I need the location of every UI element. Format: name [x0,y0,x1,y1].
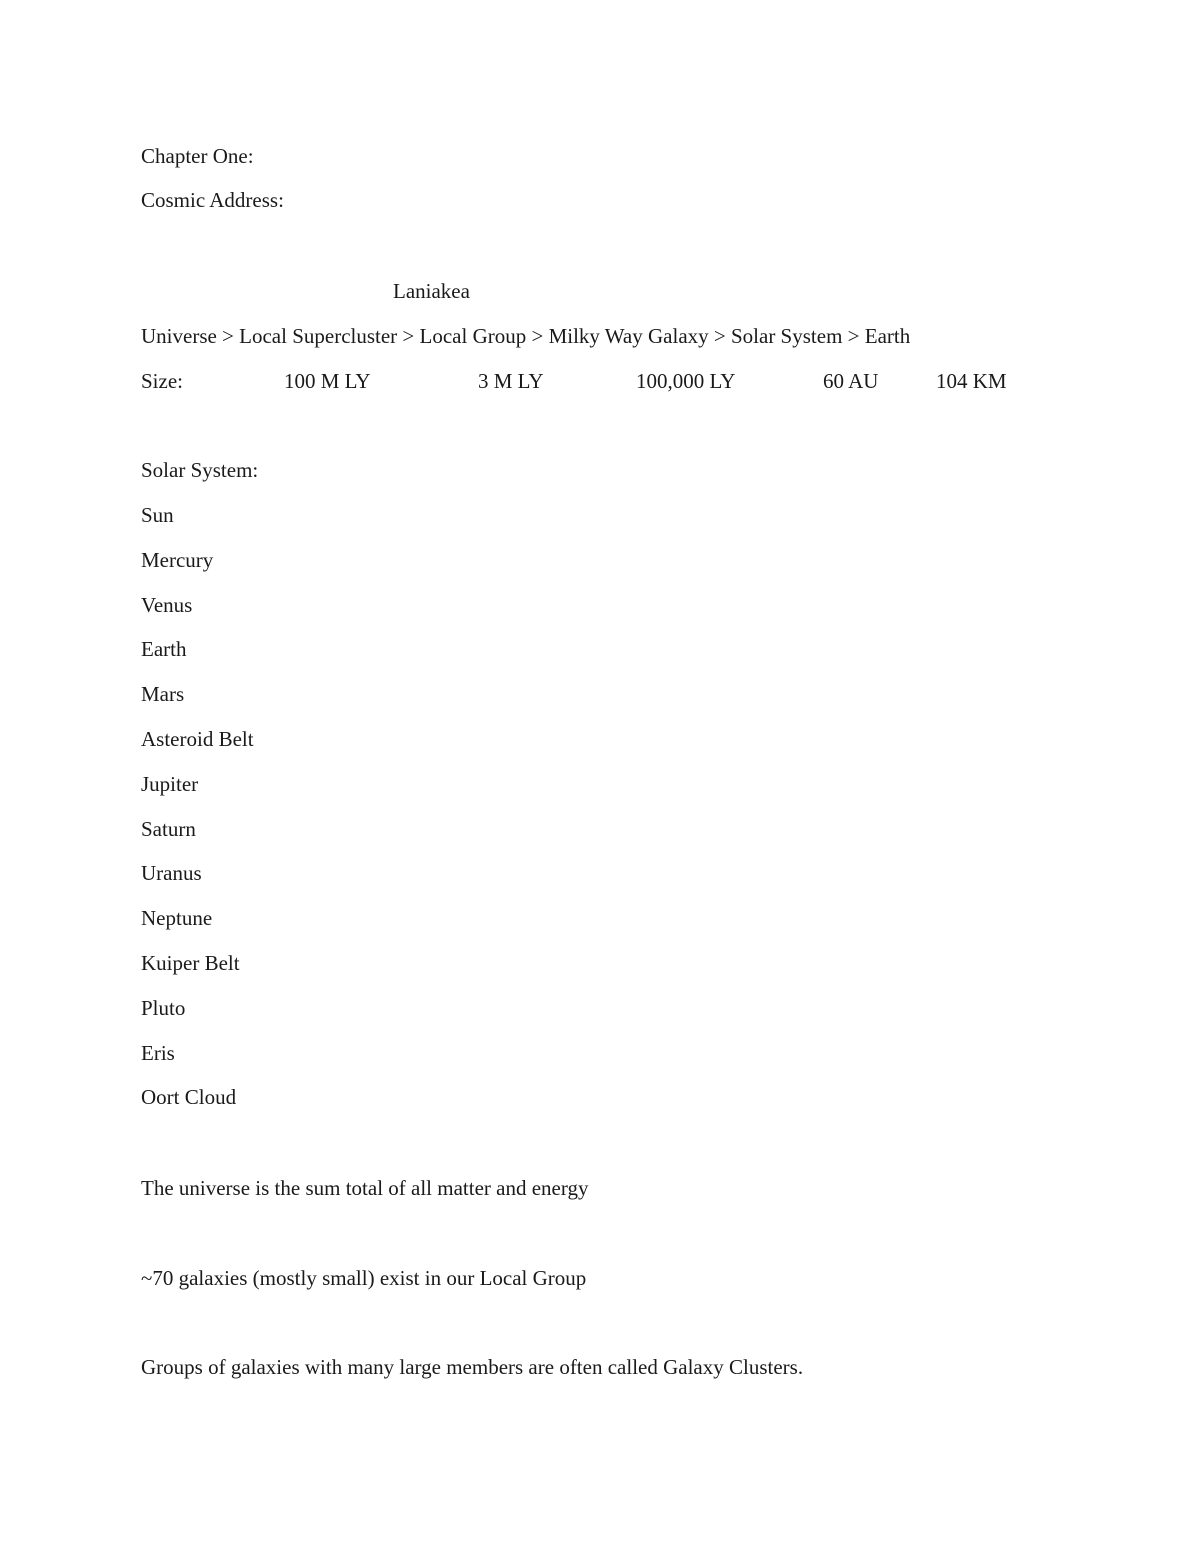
list-item: Asteroid Belt [141,727,254,751]
list-item: Venus [141,593,193,617]
note-local-group: ~70 galaxies (mostly small) exist in our Local Group [141,1266,587,1290]
list-item: Uranus [141,861,202,885]
cosmic-hierarchy-line: Universe > Local Supercluster > Local Group > Milky Way Galaxy > Solar System > Earth [141,324,911,348]
solar-system-heading: Solar System: [141,458,259,482]
size-value-local-group: 3 M LY [478,369,544,393]
size-value-milky-way: 100,000 LY [636,369,736,393]
list-item: Mars [141,682,185,706]
list-item: Neptune [141,906,213,930]
size-label: Size: [141,369,183,393]
size-value-supercluster: 100 M LY [284,369,371,393]
list-item: Eris [141,1041,175,1065]
list-item: Mercury [141,548,214,572]
laniakea-label: Laniakea [393,279,470,303]
list-item: Pluto [141,996,186,1020]
list-item: Kuiper Belt [141,951,240,975]
list-item: Oort Cloud [141,1085,237,1109]
size-value-solar-system: 60 AU [823,369,879,393]
note-universe-definition: The universe is the sum total of all matter and energy [141,1176,589,1200]
chapter-title: Chapter One: [141,144,254,168]
note-galaxy-clusters: Groups of galaxies with many large members are often called Galaxy Clusters. [141,1355,804,1379]
list-item: Jupiter [141,772,199,796]
size-value-earth: 104 KM [936,369,1007,393]
cosmic-address-heading: Cosmic Address: [141,188,284,212]
list-item: Earth [141,637,187,661]
list-item: Sun [141,503,174,527]
list-item: Saturn [141,817,196,841]
